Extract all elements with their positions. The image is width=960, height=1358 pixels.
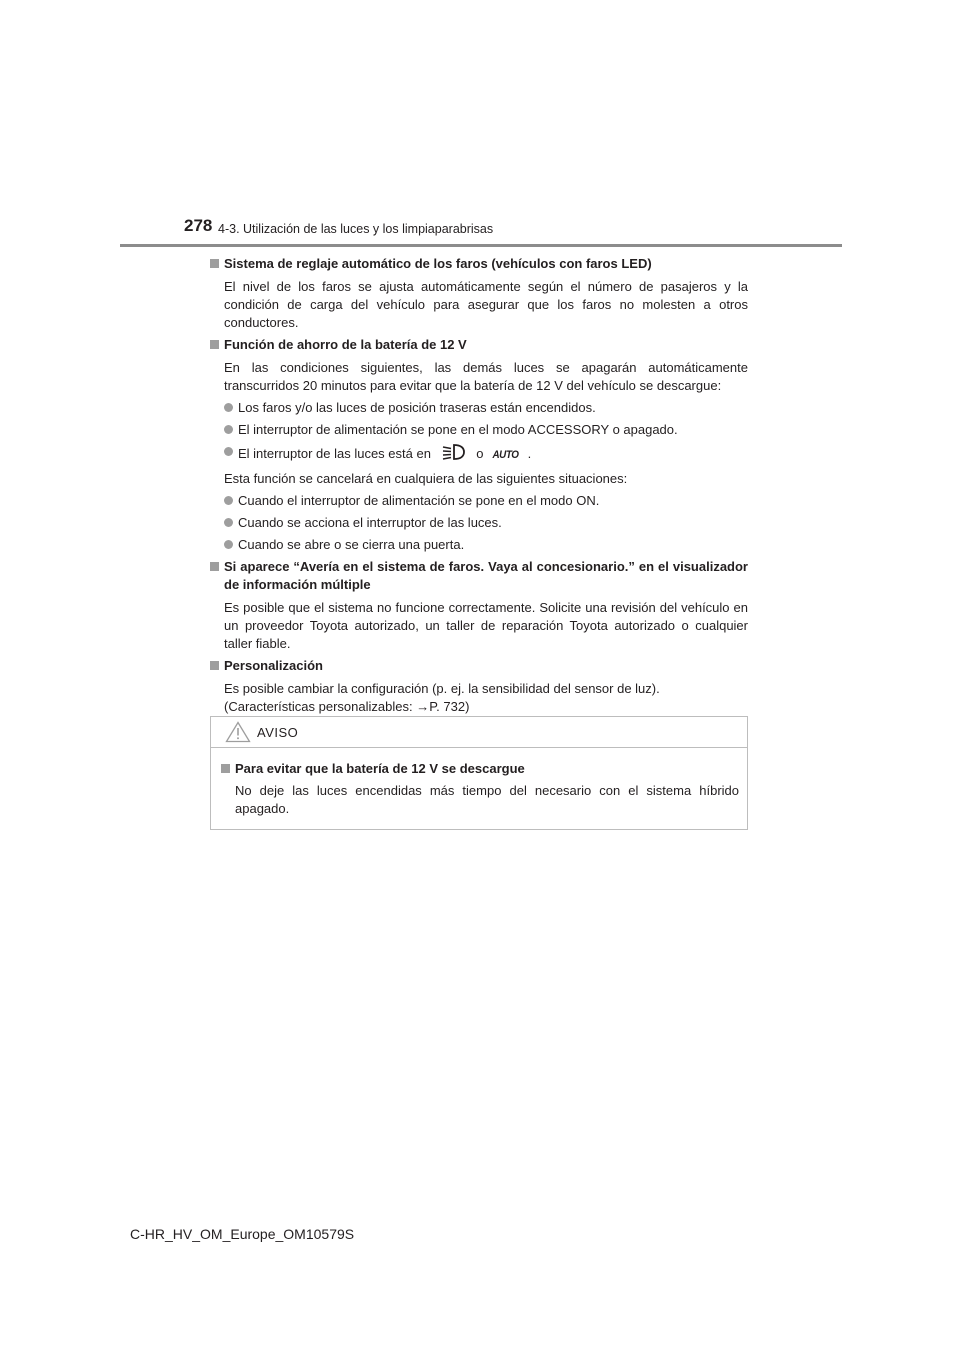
- auto-icon: AUTO: [492, 448, 519, 461]
- list-item: Cuando se abre o se cierra una puerta.: [210, 536, 748, 554]
- switch-end: .: [527, 445, 532, 461]
- list-item: Cuando se acciona el interruptor de las luces.: [210, 514, 748, 532]
- warning-triangle-icon: [225, 721, 251, 748]
- warning-body: [221, 760, 739, 822]
- section-paragraph: El nivel de los faros se ajusta automáticamente según el número de pasajeros y la condición de carga del vehículo para asegurar que los faros no molesten a otros conductores.: [224, 279, 748, 330]
- section-title: 4-3. Utilización de las luces y los limpiaparabrisas: [218, 222, 494, 236]
- main-content: [210, 255, 748, 720]
- section-battery-saver: [210, 336, 748, 554]
- warning-box: [210, 716, 748, 830]
- section-heading: Sistema de reglaje automático de los faros (vehículos con faros LED): [210, 255, 748, 273]
- warning-label: AVISO: [257, 725, 299, 740]
- section-headlight-leveling: [210, 255, 748, 332]
- section-heading: Función de ahorro de la batería de 12 V: [210, 336, 748, 354]
- section-paragraph: Es posible que el sistema no funcione correctamente. Solicite una revisión del vehículo en un proveedor Toyota autorizado, un taller de reparación Toyota autorizado o cualquier taller fiable.: [224, 600, 748, 651]
- cross-reference-link[interactable]: (Características personalizables: →P. 732): [224, 699, 470, 714]
- warning-heading: Para evitar que la batería de 12 V se descargue: [221, 760, 739, 778]
- headlight-icon: [441, 443, 467, 466]
- section-heading: Si aparece “Avería en el sistema de faros. Vaya al concesionario.” en el visualizador de información múltiple: [210, 558, 748, 594]
- section-heading: Personalización: [210, 657, 748, 675]
- section-paragraph: Esta función se cancelará en cualquiera de las siguientes situaciones:: [224, 471, 628, 486]
- warning-header: [211, 717, 747, 748]
- header-rule: [120, 244, 842, 247]
- list-item-light-switch: [210, 443, 748, 466]
- footer-doc-code: C-HR_HV_OM_Europe_OM10579S: [130, 1226, 355, 1242]
- page-number: 278: [184, 216, 213, 235]
- warning-paragraph: No deje las luces encendidas más tiempo del necesario con el sistema híbrido apagado.: [235, 783, 739, 816]
- list-item: Cuando el interruptor de alimentación se pone en el modo ON.: [210, 492, 748, 510]
- switch-or: o: [476, 445, 484, 461]
- section-customization: [210, 657, 748, 716]
- list-item: Los faros y/o las luces de posición traseras están encendidos.: [210, 399, 748, 417]
- section-paragraph: Es posible cambiar la configuración (p. ej. la sensibilidad del sensor de luz).: [224, 681, 660, 696]
- section-headlight-fault: [210, 558, 748, 653]
- list-item: El interruptor de alimentación se pone en el modo ACCESSORY o apagado.: [210, 421, 748, 439]
- switch-text: El interruptor de las luces está en: [238, 445, 431, 461]
- section-paragraph: En las condiciones siguientes, las demás luces se apagarán automáticamente transcurridos 20 minutos para evitar que la batería de 12 V del vehículo se descargue:: [224, 360, 748, 393]
